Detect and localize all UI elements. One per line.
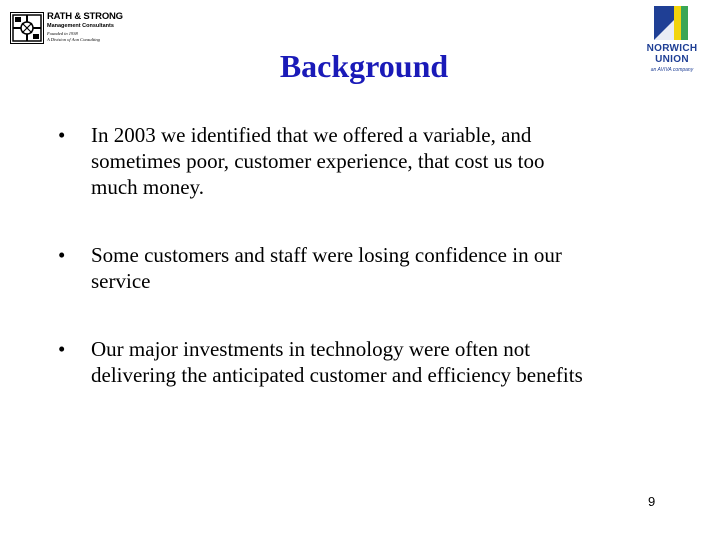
slide-title: Background [279,48,449,84]
page-number: 9 [648,494,656,509]
bullet-item [58,336,678,388]
rath-strong-division: A Division of Aon Consulting [47,37,100,42]
bullet-item [58,242,678,294]
rath-strong-name: RATH & STRONG [47,11,123,22]
bullet-line: much money. [91,175,204,199]
bullet-line: sometimes poor, customer experience, that cost us too [91,149,545,173]
rath-strong-founded: Founded in 1938 [47,31,78,36]
bullet-line: In 2003 we identified that we offered a variable, and [91,123,532,147]
bullet-item [58,122,678,200]
bullet-glyph: • [58,123,66,147]
bullet-line: Some customers and staff were losing confidence in our [91,243,562,267]
norwich-union-tagline: an AVIVA company [650,67,694,73]
bullet-glyph: • [58,243,66,267]
rath-strong-subtitle: Management Consultants [47,23,114,29]
norwich-union-line1: NORWICH [646,43,698,54]
bullet-line: service [91,269,151,293]
bullet-list [58,122,678,388]
bullet-line: delivering the anticipated customer and efficiency benefits [91,363,583,387]
rath-strong-emblem-icon [10,12,44,44]
rath-strong-logo [10,10,123,46]
bullet-glyph: • [58,337,66,361]
norwich-union-line2: UNION [655,54,689,65]
norwich-union-flag-icon [654,6,688,40]
bullet-line: Our major investments in technology were often not [91,337,531,361]
